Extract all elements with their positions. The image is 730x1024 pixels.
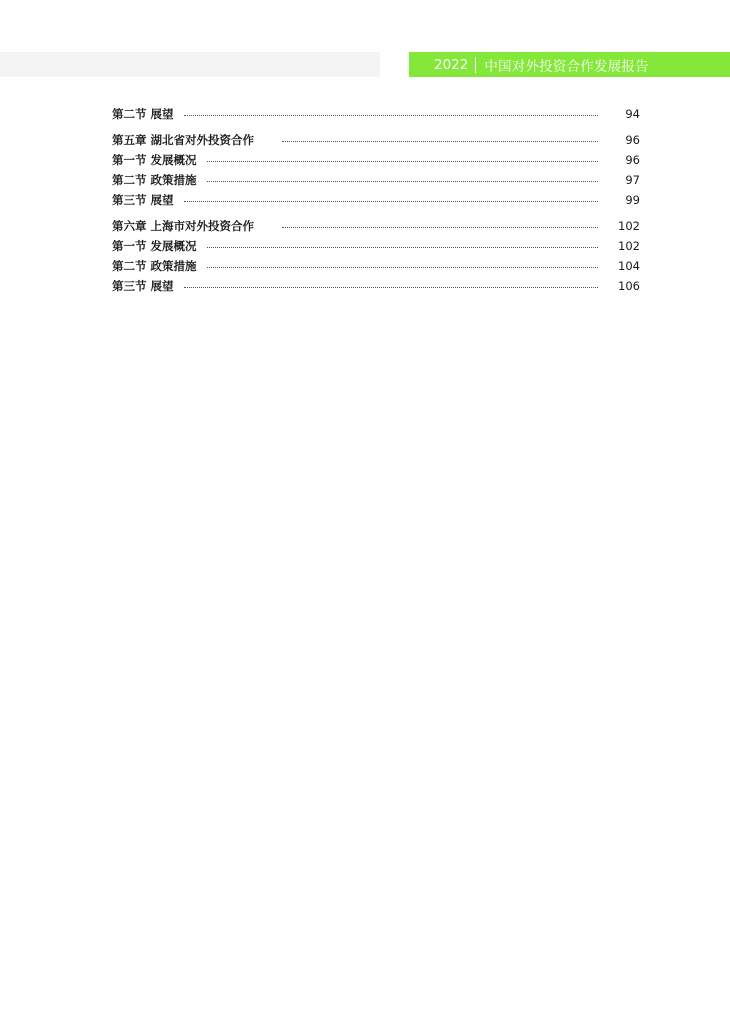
running-header [409, 52, 730, 77]
toc-entry-label: 第五章 湖北省对外投资合作 [112, 133, 255, 147]
table-of-contents [112, 104, 640, 296]
toc-entry[interactable] [112, 236, 640, 256]
toc-entry-page: 104 [618, 259, 640, 273]
toc-entry[interactable] [112, 276, 640, 296]
toc-entry[interactable] [112, 190, 640, 210]
toc-entry-page: 96 [625, 133, 640, 147]
toc-entry-page: 102 [618, 219, 640, 233]
toc-chapter-entry[interactable] [112, 216, 640, 236]
toc-leader-dots [184, 201, 598, 202]
toc-entry-label: 第二节 展望 [112, 107, 174, 121]
header-year: 2022 [434, 56, 469, 73]
toc-entry[interactable] [112, 150, 640, 170]
toc-entry-label: 第三节 展望 [112, 193, 174, 207]
toc-leader-dots [282, 227, 598, 228]
toc-entry-page: 96 [625, 153, 640, 167]
toc-chapter-entry[interactable] [112, 130, 640, 150]
toc-entry-label: 第一节 发展概况 [112, 239, 197, 253]
toc-leader-dots [207, 267, 598, 268]
toc-entry-label: 第二节 政策措施 [112, 259, 197, 273]
toc-entry-label: 第三节 展望 [112, 279, 174, 293]
toc-entry[interactable] [112, 104, 640, 124]
toc-entry[interactable] [112, 256, 640, 276]
header-title: 中国对外投资合作发展报告 [484, 58, 649, 75]
toc-leader-dots [184, 115, 598, 116]
toc-entry-page: 106 [618, 279, 640, 293]
toc-entry-label: 第二节 政策措施 [112, 173, 197, 187]
toc-entry[interactable] [112, 170, 640, 190]
header-gray-bar [0, 52, 380, 77]
header-separator [475, 57, 476, 73]
toc-leader-dots [207, 161, 598, 162]
toc-entry-page: 97 [625, 173, 640, 187]
toc-leader-dots [282, 141, 598, 142]
toc-leader-dots [207, 181, 598, 182]
toc-leader-dots [184, 287, 598, 288]
toc-entry-page: 94 [625, 107, 640, 121]
toc-entry-page: 102 [618, 239, 640, 253]
toc-entry-page: 99 [625, 193, 640, 207]
toc-leader-dots [207, 247, 598, 248]
toc-entry-label: 第一节 发展概况 [112, 153, 197, 167]
toc-entry-label: 第六章 上海市对外投资合作 [112, 219, 255, 233]
